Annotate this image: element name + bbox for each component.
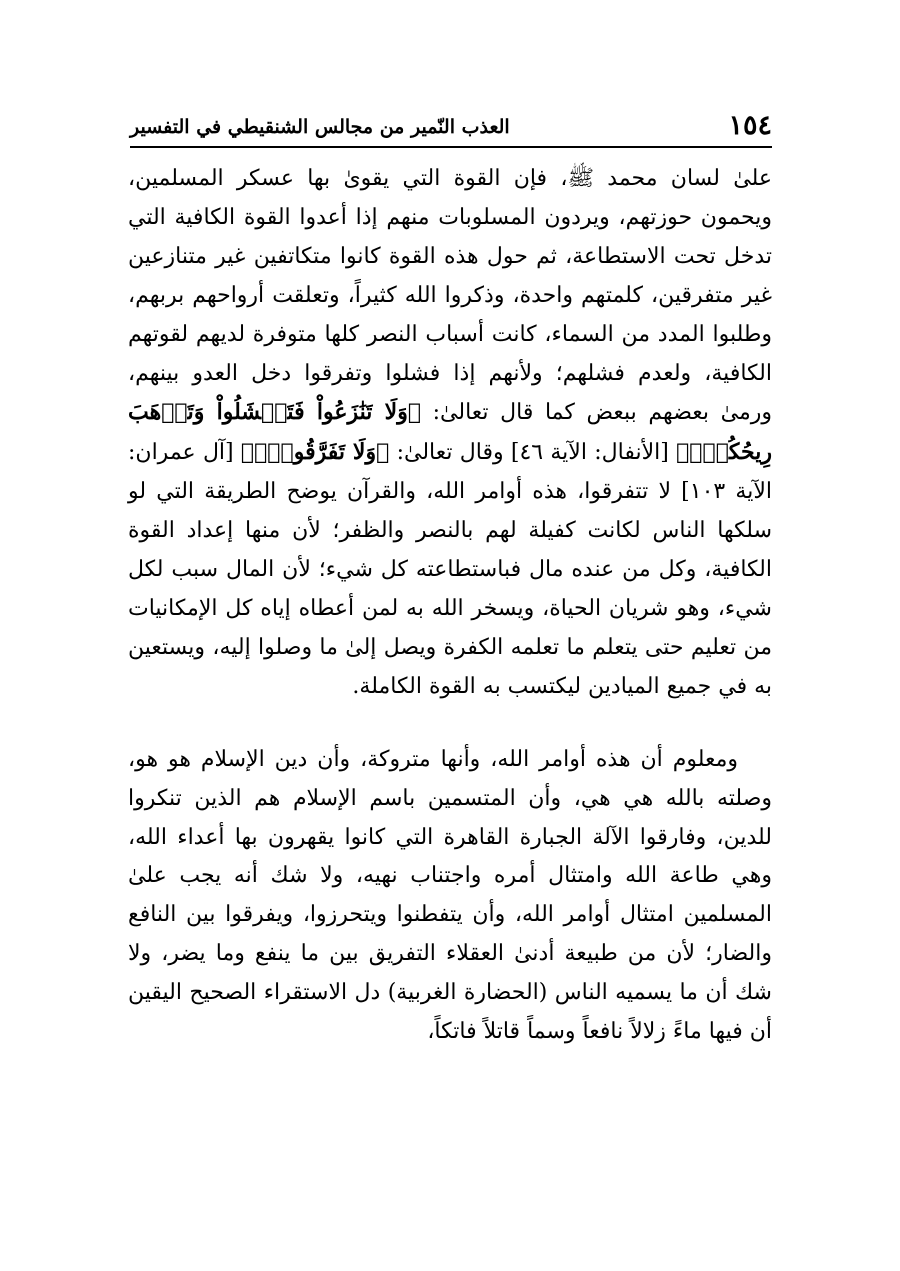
page-body [128,160,772,1052]
running-title: العذب النّمير من مجالس الشنقيطي في التفسير [130,116,510,138]
paragraph-1-text-part-1: علىٰ لسان محمد ﷺ، فإن القوة التي يقوىٰ بها عسكر المسلمين، ويحمون حوزتهم، ويردون المسلوبات منهم إذا أعدوا القوة الكافية التي تدخل تحت الاستطاعة، ثم حول هذه القوة كانوا متكاتفين غير متنازعين غير متفرقين، كلمتهم واحدة، وذكروا الله كثيراً، وتعلقت أرواحهم بربهم، وطلبوا المدد من السماء، كانت أسباب النصر كلها متوفرة لديهم لقوتهم الكافية، ولعدم فشلهم؛ ولأنهم إذا فشلوا وتفرقوا دخل العدو بينهم، ورمىٰ بعضهم ببعض كما قال تعالىٰ: [128,166,772,426]
page-number: ١٥٤ [728,110,772,141]
page-header [130,104,772,148]
paragraph-2: ومعلوم أن هذه أوامر الله، وأنها متروكة، وأن دين الإسلام هو هو، وصلته بالله هي هي، وأن المتسمين باسم الإسلام هم الذين تنكروا للدين، وفارقوا الآلة الجبارة القاهرة التي كانوا يقهرون بها أعداء الله، وهي طاعة الله وامتثال أمره واجتناب نهيه، ولا شك أنه يجب علىٰ المسلمين امتثال أوامر الله، وأن يتفطنوا ويتحرزوا، ويفرقوا بين النافع والضار؛ لأن من طبيعة أدنىٰ العقلاء التفريق بين ما ينفع وما يضر، ولا شك أن ما يسميه الناس (الحضارة الغربية) دل الاستقراء الصحيح اليقين أن فيها ماءً زلالاً نافعاً وسماً قاتلاً فاتكاً، [128,746,772,1045]
paragraph-1-text-part-3: [آل عمران: الآية ١٠٣] لا تتفرقوا، هذه أوامر الله، والقرآن يوضح الطريقة التي لو سلكها الناس لكانت كفيلة لهم بالنصر والظفر؛ لأن منها إعداد القوة الكافية، وكل من عنده مال فباستطاعته كل شيء؛ لأن المال سبب لكل شيء، وهو شريان الحياة، ويسخر الله به لمن أعطاه إياه كل الإمكانيات من تعليم حتى يتعلم ما تعلمه الكفرة ويصل إلىٰ ما وصلوا إليه، ويستعين به في جميع الميادين ليكتسب به القوة الكاملة. [128,440,772,699]
paragraph-1 [128,160,772,707]
paragraph-1-text-part-2: [الأنفال: الآية ٤٦] وقال تعالىٰ: [389,440,677,466]
quran-verse-al-imran: ﴿وَلَا تَفَرَّقُواْۚ﴾ [240,439,390,466]
header-divider [130,146,772,148]
quran-verse-anfal: ﴿وَلَا تَنَٰزَعُواْ فَتَفۡشَلُواْ وَتَذۡهَبَ رِيحُكُمۡۖ﴾ [128,399,772,466]
